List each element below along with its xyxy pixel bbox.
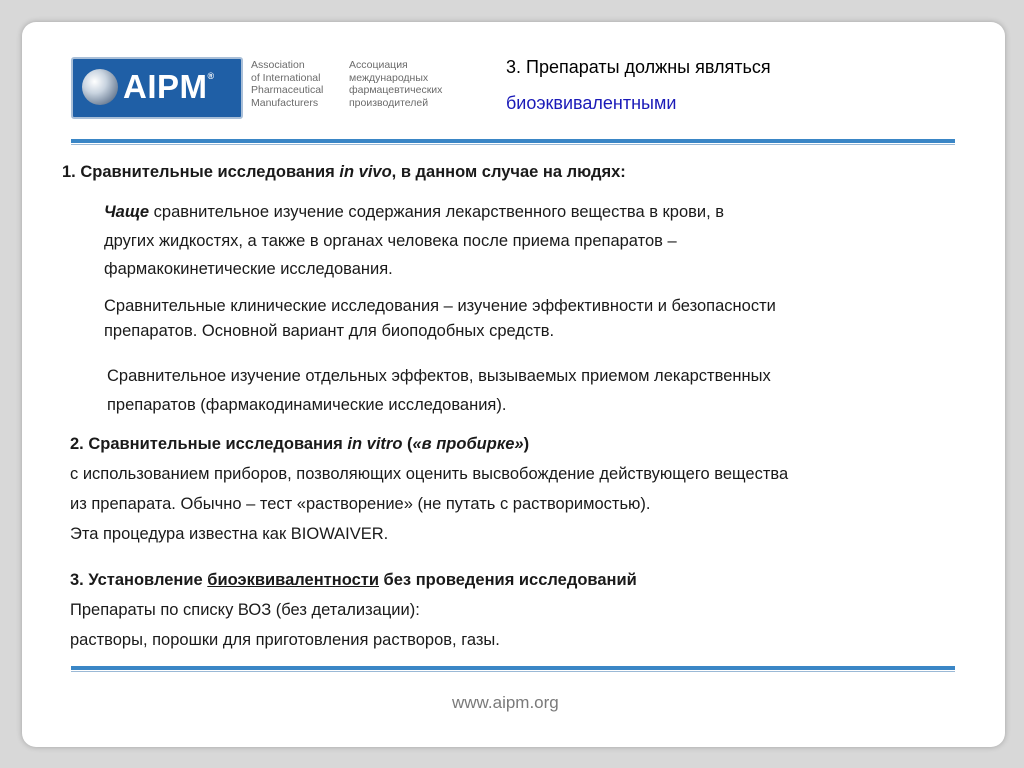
- logo-reg-mark: ®: [207, 71, 215, 81]
- logo-name: AIPM: [123, 68, 208, 105]
- footer-website-link[interactable]: www.aipm.org: [452, 693, 559, 712]
- bottom-divider: [71, 666, 955, 672]
- section2-heading: 2. Сравнительные исследования in vitro («в пробирке»): [70, 435, 530, 453]
- section3-heading: 3. Установление биоэквивалентности без проведения исследований: [70, 571, 637, 589]
- section1-paragraph-clinical: Сравнительные клинические исследования – изучение эффективности и безопасности препаратов. Основной вариант для биоподобных средств.: [104, 297, 776, 340]
- section1-heading: 1. Сравнительные исследования in vivo, в данном случае на людях:: [62, 163, 626, 181]
- slide-title: 3. Препараты должны являться: [506, 57, 771, 77]
- slide: [22, 22, 1005, 747]
- section1-paragraph-pharmacokinetic: Чаще сравнительное изучение содержания лекарственного вещества в крови, в других жидкостях, а также в органах человека после приема препаратов – фармакокинетические исследования.: [104, 203, 725, 278]
- top-divider: [71, 139, 955, 145]
- aipm-logo: [71, 57, 243, 119]
- logo-caption-ru: Ассоциация международных фармацевтических производителей: [349, 59, 443, 109]
- section3: 3. Установление биоэквивалентности без проведения исследований Препараты по списку ВОЗ (без детализации): растворы, порошки для приготовления растворов, газы.: [70, 565, 637, 655]
- section2: 2. Сравнительные исследования in vitro («в пробирке») с использованием приборов, позволяющих оценить высвобождение действующего вещества из препарата. Обычно – тест «растворение» (не путать с растворимостью). Эта процедура известна как BIOWAIVER.: [70, 429, 788, 549]
- section1-paragraph-pharmacodynamic: Сравнительное изучение отдельных эффектов, вызываемых приемом лекарственных препаратов (фармакодинамические исследования).: [107, 367, 771, 414]
- slide-title-highlight: биоэквивалентными: [506, 93, 677, 113]
- globe-icon: [82, 69, 118, 105]
- logo-caption-en: Association of International Pharmaceutical Manufacturers: [251, 59, 324, 109]
